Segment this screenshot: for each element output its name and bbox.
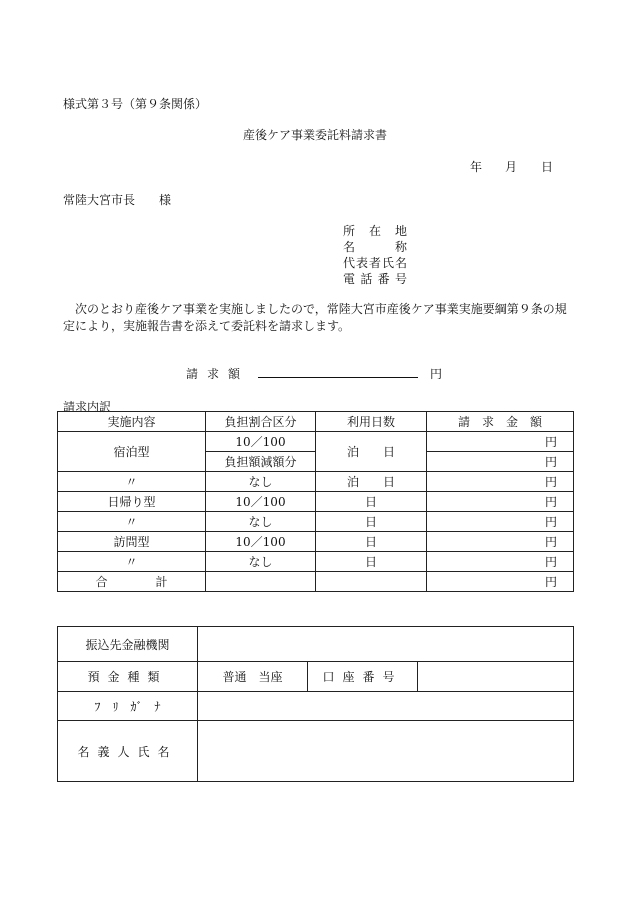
total-label: 合 計 — [58, 572, 206, 592]
row-amount[interactable]: 円 — [427, 472, 574, 492]
row-content: 〃 — [58, 472, 206, 492]
account-holder-label: 名義人氏名 — [58, 721, 198, 782]
row-days[interactable]: 泊 日 — [316, 472, 427, 492]
total-ratio-empty — [206, 572, 316, 592]
table-row — [58, 532, 574, 552]
amount-input-line[interactable] — [258, 377, 418, 378]
holder-row — [58, 721, 574, 782]
account-holder-field[interactable] — [198, 721, 574, 782]
furigana-label: ﾌ ﾘ ｶﾞ ﾅ — [58, 692, 198, 721]
row-days[interactable]: 日 — [316, 532, 427, 552]
row-content: 宿泊型 — [58, 432, 206, 472]
table-row — [58, 472, 574, 492]
details-label: 請求内訳 — [63, 400, 112, 414]
row-content: 日帰り型 — [58, 492, 206, 512]
date-day: 日 — [541, 160, 554, 174]
account-number-label: 口座番号 — [308, 662, 418, 692]
row-days[interactable]: 日 — [316, 512, 427, 532]
furigana-field[interactable] — [198, 692, 574, 721]
header-days: 利用日数 — [316, 412, 427, 432]
row-content: 〃 — [58, 552, 206, 572]
applicant-representative: 代表者氏名 — [343, 256, 407, 270]
deposit-type-label: 預金種類 — [58, 662, 198, 692]
header-amount: 請 求 金 額 — [427, 412, 574, 432]
row-ratio: なし — [206, 472, 316, 492]
details-table — [57, 411, 574, 592]
table-row — [58, 552, 574, 572]
row-days[interactable]: 日 — [316, 492, 427, 512]
row-ratio: 10／100 — [206, 432, 316, 452]
row-ratio: 10／100 — [206, 532, 316, 552]
form-number: 様式第３号（第９条関係） — [63, 97, 208, 111]
deposit-type-options[interactable]: 普通 当座 — [198, 662, 308, 692]
furigana-row — [58, 692, 574, 721]
row-amount[interactable]: 円 — [427, 552, 574, 572]
amount-unit: 円 — [430, 367, 443, 381]
date-year: 年 — [470, 160, 483, 174]
row-content: 〃 — [58, 512, 206, 532]
row-amount[interactable]: 円 — [427, 492, 574, 512]
table-row — [58, 492, 574, 512]
deposit-row — [58, 662, 574, 692]
row-days[interactable]: 泊 日 — [316, 432, 427, 472]
row-content: 訪問型 — [58, 532, 206, 552]
row-ratio: なし — [206, 552, 316, 572]
row-amount[interactable]: 円 — [427, 512, 574, 532]
bank-institution-field[interactable] — [198, 627, 574, 662]
row-ratio: なし — [206, 512, 316, 532]
total-days-empty — [316, 572, 427, 592]
applicant-address: 所在地 — [343, 224, 407, 238]
row-ratio: 負担額減額分 — [206, 452, 316, 472]
bank-institution-row — [58, 627, 574, 662]
amount-label: 請求額 — [186, 367, 250, 381]
total-amount[interactable]: 円 — [427, 572, 574, 592]
bank-institution-label: 振込先金融機関 — [58, 627, 198, 662]
date-month: 月 — [505, 160, 518, 174]
total-row — [58, 572, 574, 592]
request-paragraph: 次のとおり産後ケア事業を実施しましたので，常陸大宮市産後ケア事業実施要綱第９条の規定により，実施報告書を添えて委託料を請求します。 — [63, 302, 567, 333]
header-content: 実施内容 — [58, 412, 206, 432]
table-row — [58, 512, 574, 532]
applicant-name: 名称 — [343, 240, 407, 254]
row-amount[interactable]: 円 — [427, 532, 574, 552]
addressee: 常陸大宮市長 様 — [63, 193, 172, 207]
table-row — [58, 432, 574, 452]
row-ratio: 10／100 — [206, 492, 316, 512]
table-header-row — [58, 412, 574, 432]
row-amount[interactable]: 円 — [427, 432, 574, 452]
bank-table — [57, 626, 574, 782]
header-ratio: 負担割合区分 — [206, 412, 316, 432]
row-amount[interactable]: 円 — [427, 452, 574, 472]
applicant-phone: 電話番号 — [343, 272, 407, 286]
account-number-field[interactable] — [418, 662, 574, 692]
row-days[interactable]: 日 — [316, 552, 427, 572]
document-title: 産後ケア事業委託料請求書 — [242, 128, 387, 142]
